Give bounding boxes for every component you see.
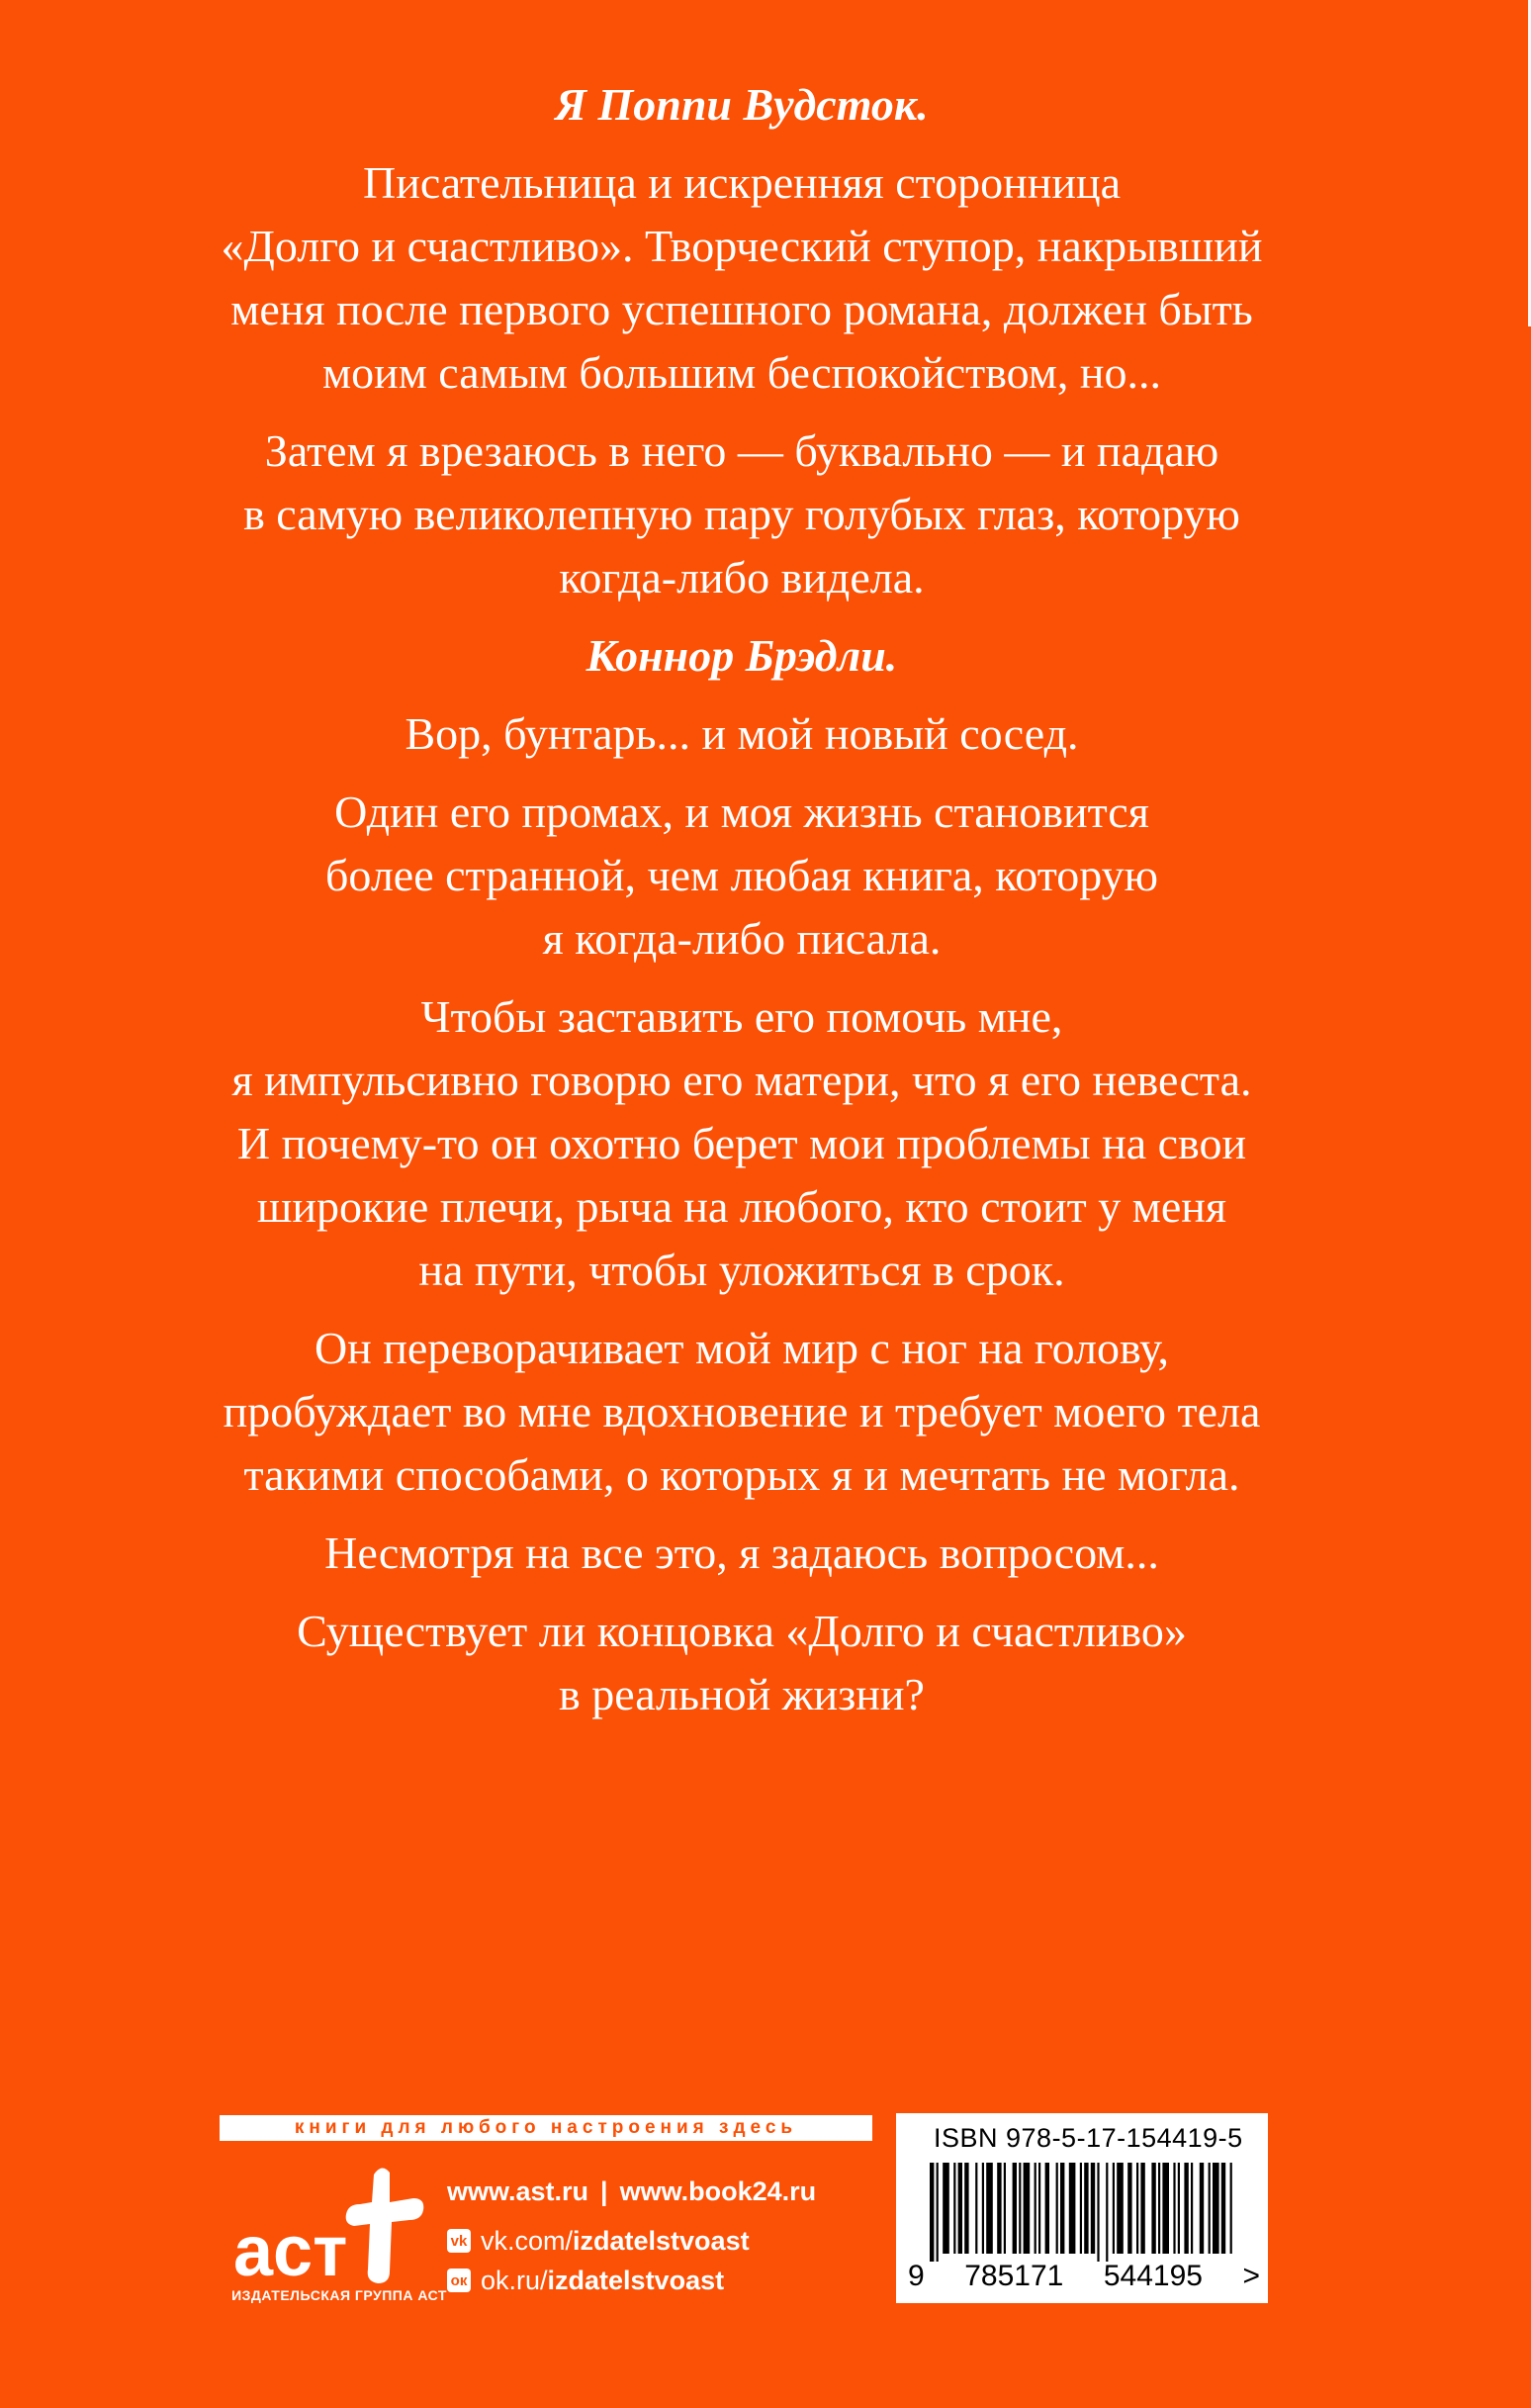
barcode-bar [964, 2163, 968, 2254]
barcode-bar [1213, 2163, 1219, 2254]
barcode-bar [1035, 2163, 1036, 2254]
barcode-bar [1013, 2163, 1017, 2254]
ast-logo-wordmark: аст [233, 2212, 348, 2291]
barcode-bar [958, 2163, 962, 2254]
barcode-bar [1184, 2163, 1188, 2254]
barcode-bar [982, 2163, 984, 2254]
blurb-paragraph: Писательница и искренняя сторонница «Долго и счастливо». Творческий ступор, накрывший меня после первого успешного романа, должен быть моим самым большим беспокойством, но... [221, 157, 1263, 398]
barcode-bar [1038, 2163, 1040, 2254]
barcode-bar [1045, 2163, 1049, 2254]
barcode-bar [1084, 2163, 1088, 2254]
vk-row[interactable] [447, 2224, 816, 2258]
barcode-bar [930, 2163, 934, 2262]
barcode-bar [953, 2163, 955, 2254]
barcode-bar [1200, 2163, 1204, 2254]
blurb-paragraph: Вор, бунтарь... и мой новый сосед. [405, 708, 1079, 759]
barcode-bar [1191, 2163, 1193, 2254]
blurb-paragraph: Один его промах, и моя жизнь становится более странной, чем любая книга, которую я когда-либо писала. [325, 787, 1158, 964]
ok-prefix: ok.ru/ [481, 2265, 548, 2295]
barcode-tail: > [1242, 2260, 1260, 2292]
barcode-bar [1158, 2163, 1160, 2254]
barcode-bar [1162, 2163, 1169, 2254]
barcode [916, 2163, 1248, 2262]
blurb-paragraph: Чтобы заставить его помочь мне, я импульсивно говорю его матери, что я его невеста. И почему-то он охотно берет мои проблемы на свои широкие плечи, рыча на любого, кто стоит у меня на пути, чтобы уложиться в срок. [231, 991, 1252, 1295]
publisher-links [447, 2173, 816, 2303]
publisher-caption: ИЗДАТЕЛЬСКАЯ ГРУППА АСТ [231, 2287, 447, 2303]
barcode-bar [1221, 2163, 1225, 2254]
barcode-bar [1209, 2163, 1211, 2254]
publisher-tagline: книги для любого настроения здесь [220, 2115, 872, 2141]
barcode-bar [1091, 2163, 1095, 2254]
barcode-bar [1151, 2163, 1155, 2254]
ast-logo [216, 2155, 463, 2293]
barcode-bar [1140, 2163, 1144, 2254]
barcode-bar [997, 2163, 1001, 2254]
websites-row [447, 2173, 816, 2210]
barcode-bar [1004, 2163, 1006, 2254]
ok-handle: izdatelstvoast [547, 2265, 725, 2295]
barcode-bar [1117, 2163, 1124, 2254]
vk-prefix: vk.com/ [481, 2225, 574, 2256]
barcode-bar [1230, 2163, 1232, 2254]
barcode-bar [1136, 2163, 1138, 2254]
blurb-heroine-name: Я Поппи Вудсток. [555, 79, 929, 130]
barcode-bar [937, 2163, 939, 2262]
ok-row[interactable] [447, 2264, 816, 2297]
barcode-digits [908, 2260, 1260, 2293]
blurb-paragraph: Несмотря на все это, я задаюсь вопросом... [324, 1528, 1159, 1578]
barcode-bar [1080, 2163, 1082, 2254]
site-link-book24[interactable]: www.book24.ru [619, 2176, 817, 2206]
barcode-group-1: 785171 [964, 2260, 1064, 2292]
barcode-bar [1056, 2163, 1058, 2254]
book-blurb [0, 73, 1484, 1741]
isbn-label: ISBN 978-5-17-154419-5 [934, 2123, 1243, 2153]
barcode-lead-digit: 9 [908, 2260, 925, 2292]
barcode-bar [943, 2163, 949, 2254]
blurb-paragraph: Существует ли концовка «Долго и счастливо» в реальной жизни? [297, 1606, 1187, 1719]
blurb-paragraph: Он переворачивает мой мир с ног на голову, пробуждает во мне вдохновение и требует моего тела такими способами, о которых я и мечтать не могла. [223, 1323, 1261, 1500]
barcode-bar [1060, 2163, 1064, 2254]
blurb-paragraph: Затем я врезаюсь в него — буквально — и падаю в самую великолепную пару голубых глаз, которую когда-либо видела. [243, 425, 1240, 602]
barcode-bar [1019, 2163, 1021, 2254]
barcode-bar [975, 2163, 977, 2254]
barcode-bar [1178, 2163, 1180, 2254]
barcode-bar [1127, 2163, 1131, 2254]
barcode-bar [1024, 2163, 1031, 2254]
vk-handle: izdatelstvoast [573, 2225, 750, 2256]
site-link-ast[interactable]: www.ast.ru [447, 2176, 589, 2206]
barcode-group-2: 544195 [1103, 2260, 1203, 2292]
link-separator: | [600, 2176, 608, 2206]
barcode-bar [1113, 2163, 1115, 2254]
barcode-bar [1106, 2163, 1108, 2262]
barcode-bar [1069, 2163, 1076, 2254]
blurb-hero-name: Коннор Брэдли. [585, 630, 898, 681]
barcode-bar [1173, 2163, 1175, 2254]
barcode-bar [1097, 2163, 1099, 2262]
barcode-bar [986, 2163, 993, 2254]
isbn-barcode-block [896, 2113, 1268, 2303]
odnoklassniki-icon: ок [447, 2269, 471, 2292]
vk-icon: vk [447, 2229, 471, 2253]
